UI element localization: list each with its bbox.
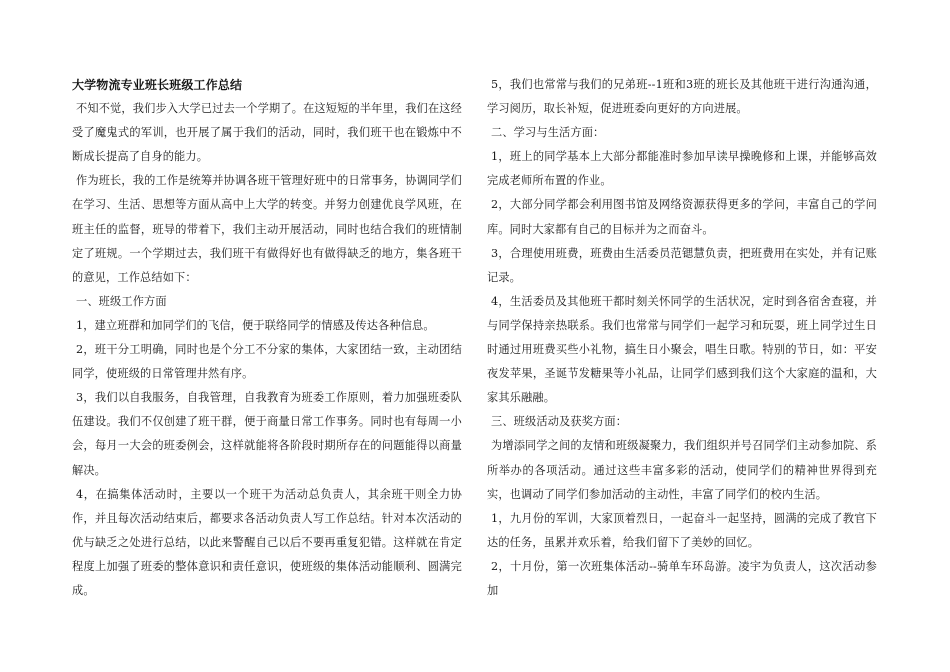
activities-intro-paragraph: 为增添同学之间的友情和班级凝聚力，我们组织并号召同学们主动参加院、系所举办的各项活动。通过这些丰富多彩的活动，使同学们的精神世界得到充实，也调动了同学们参加活动的主动性，丰富了同学们的校内生活。 xyxy=(487,439,877,501)
list-item: 1，建立班群和加同学们的飞信，便于联络同学的情感及传达各种信息。 xyxy=(76,318,435,332)
section-heading-class-work: 一、班级工作方面 xyxy=(76,294,167,308)
section-heading-study-life: 二、学习与生活方面： xyxy=(491,126,605,140)
section-heading-activities: 三、班级活动及获奖方面： xyxy=(491,415,628,429)
list-item: 4，生活委员及其他班干都时刻关怀同学的生活状况，定时到各宿舍查寝，并与同学保持亲热联系。我们也常常与同学们一起学习和玩耍，班上同学过生日时通过用班费买些小礼物，搞生日小聚会，唱生日歌。特别的节日，如：平安夜发苹果，圣诞节发糖果等小礼品，让同学们感到我们这个大家庭的温和，大家其乐融融。 xyxy=(487,294,877,405)
list-item: 3，合理使用班费，班费由生活委员范锶慧负责，把班费用在实处，并有记账记录。 xyxy=(487,246,877,284)
list-item: 1，九月份的军训，大家顶着烈日，一起奋斗一起坚持，圆满的完成了教官下达的任务，虽累并欢乐着，给我们留下了美妙的回忆。 xyxy=(487,511,877,549)
role-paragraph: 作为班长，我的工作是统筹并协调各班干管理好班中的日常事务，协调同学们在学习、生活、思想等方面从高中上大学的转变。并努力创建优良学风班，在班主任的监督，班导的带着下，我们主动开展活动，同时也结合我们的班情制定了班规。一个学期过去，我们班干有做得好也有做得缺乏的地方，集各班干的意见，工作总结如下： xyxy=(72,174,462,284)
list-item: 2，十月份，第一次班集体活动--骑单车环岛游。凌宇为负责人，这次活动参加 xyxy=(487,559,877,597)
list-item: 5，我们也常常与我们的兄弟班--1班和3班的班长及其他班干进行沟通沟通，学习阅历，取长补短，促进班委向更好的方向进展。 xyxy=(487,78,877,116)
list-item: 4，在搞集体活动时，主要以一个班干为活动总负责人，其余班干则全力协作，并且每次活动结束后，都要求各活动负责人写工作总结。针对本次活动的优与缺乏之处进行总结，以此来警醒自己以后不要再重复犯错。这样就在肯定程度上加强了班委的整体意识和责任意识，使班级的集体活动能顺利、圆满完成。 xyxy=(72,487,462,597)
document-title: 大学物流专业班长班级工作总结 xyxy=(72,78,243,92)
list-item: 1，班上的同学基本上大部分都能准时参加早读早操晚修和上课，并能够高效完成老师所布置的作业。 xyxy=(487,150,877,188)
left-column xyxy=(72,73,462,603)
list-item: 2，班干分工明确，同时也是个分工不分家的集体，大家团结一致，主动团结同学，使班级的日常管理井然有序。 xyxy=(72,343,462,381)
intro-paragraph: 不知不觉，我们步入大学已过去一个学期了。在这短短的半年里，我们在这经受了魔鬼式的军训，也开展了属于我们的活动，同时，我们班干也在锻炼中不断成长提高了自身的能力。 xyxy=(72,102,462,164)
list-item: 3，我们以自我服务，自我管理，自我教育为班委工作原则，着力加强班委队伍建设。我们不仅创建了班干群，便于商量日常工作事务。同时也有每周一小会，每月一大会的班委例会，这样就能将各阶段时期所存在的问题能得以商量解决。 xyxy=(72,391,462,477)
list-item: 2，大部分同学都会利用图书馆及网络资源获得更多的学问，丰富自己的学问库。同时大家都有自己的目标并为之而奋斗。 xyxy=(487,198,877,236)
right-column xyxy=(487,73,877,603)
